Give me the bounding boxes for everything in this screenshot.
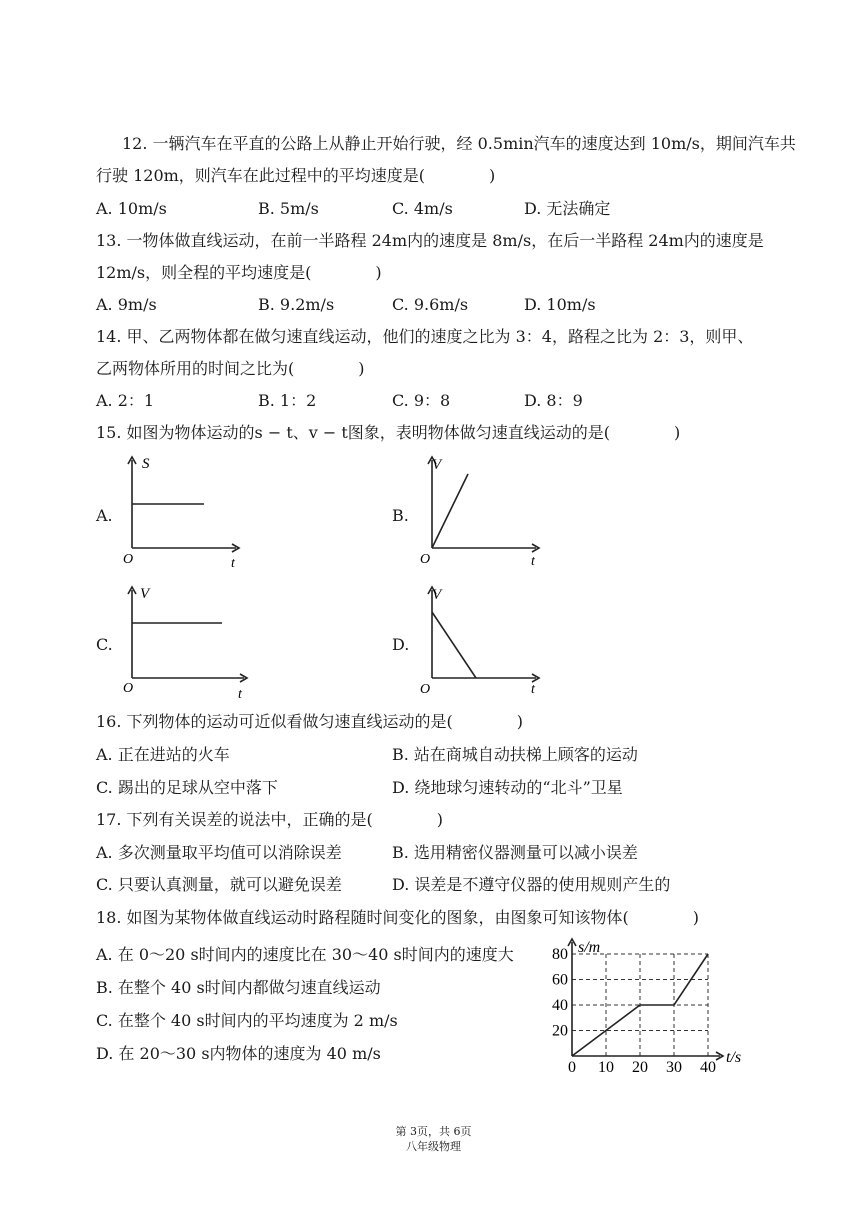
q12-option-d: D. 无法确定	[524, 199, 611, 218]
y-tick-label: 40	[552, 997, 568, 1014]
q15-graph-a-label: A.	[96, 506, 113, 525]
footer-page: 第 3页，共 6页	[395, 1125, 472, 1138]
q13-option-b: B. 9.2m/s	[258, 295, 335, 314]
q15-graph-c	[118, 582, 258, 702]
graph-b-origin: O	[420, 552, 431, 567]
q17-option-c: C. 只要认真测量，就可以避免误差	[96, 875, 342, 894]
q18-chart	[538, 936, 768, 1076]
footer-subject: 八年级物理	[406, 1140, 461, 1153]
chart-xlabel: t/s	[726, 1049, 742, 1066]
q17-stem: 17. 下列有关误差的说法中，正确的是( )	[96, 810, 444, 829]
q18-stem: 18. 如图为某物体做直线运动时路程随时间变化的图象，由图象可知该物体( )	[96, 908, 700, 927]
q15-graph-a	[118, 452, 248, 572]
q13-line1: 13. 一物体做直线运动，在前一半路程 24m内的速度是 8m/s，在后一半路程 24m内的速度是	[96, 231, 764, 250]
q16-option-b: B. 站在商城自动扶梯上顾客的运动	[392, 745, 638, 764]
x-tick-label: 40	[700, 1059, 716, 1076]
q15-graph-c-label: C.	[96, 635, 113, 654]
q18-option-a: A. 在 0～20 s时间内的速度比在 30～40 s时间内的速度大	[96, 945, 514, 964]
y-tick-label: 60	[552, 971, 568, 989]
q14-option-d: D. 8：9	[524, 391, 583, 410]
graph-a-origin: O	[123, 552, 134, 567]
graph-b-x-label: t	[531, 554, 535, 569]
q17-option-b: B. 选用精密仪器测量可以减小误差	[392, 843, 638, 862]
q14-option-c: C. 9：8	[392, 391, 451, 410]
q15-graph-d	[418, 582, 548, 702]
graph-d-origin: O	[420, 682, 431, 697]
q18-option-d: D. 在 20～30 s内物体的速度为 40 m/s	[96, 1044, 381, 1063]
graph-a-x-label: t	[231, 556, 235, 571]
y-tick-label: 80	[552, 946, 568, 963]
x-tick-label: 30	[666, 1059, 682, 1076]
q17-option-d: D. 误差是不遵守仪器的使用规则产生的	[392, 875, 671, 894]
x-tick-label: 10	[598, 1059, 614, 1076]
q14-line2: 乙两物体所用的时间之比为( )	[96, 359, 365, 378]
q16-stem: 16. 下列物体的运动可近似看做匀速直线运动的是( )	[96, 712, 524, 731]
q16-option-a: A. 正在进站的火车	[96, 745, 230, 764]
q12-option-b: B. 5m/s	[258, 199, 319, 218]
q14-option-a: A. 2：1	[96, 391, 155, 410]
graph-c-origin: O	[123, 681, 134, 696]
graph-b-y-label: V	[432, 457, 442, 473]
q14-option-b: B. 1：2	[258, 391, 317, 410]
q15-graph-d-label: D.	[392, 635, 410, 654]
q16-option-d: D. 绕地球匀速转动的“北斗”卫星	[392, 778, 623, 797]
graph-d-x-label: t	[531, 682, 535, 697]
q16-option-c: C. 踢出的足球从空中落下	[96, 778, 278, 797]
q18-option-b: B. 在整个 40 s时间内都做匀速直线运动	[96, 978, 381, 997]
graph-c-x-label: t	[238, 687, 242, 702]
q13-option-c: C. 9.6m/s	[392, 295, 469, 314]
q12-line1: 12. 一辆汽车在平直的公路上从静止开始行驶，经 0.5min汽车的速度达到 10m/s，期间汽车共	[122, 134, 796, 153]
q15-graph-b-label: B.	[392, 506, 409, 525]
x-tick-label: 0	[568, 1059, 576, 1076]
q12-option-c: C. 4m/s	[392, 199, 453, 218]
graph-c-y-label: V	[140, 586, 150, 602]
q14-line1: 14. 甲、乙两物体都在做匀速直线运动，他们的速度之比为 3：4，路程之比为 2：3，则甲、	[96, 327, 754, 346]
q13-option-d: D. 10m/s	[524, 295, 596, 314]
q17-option-a: A. 多次测量取平均值可以消除误差	[96, 843, 342, 862]
graph-a-y-label: S	[142, 456, 150, 472]
q13-option-a: A. 9m/s	[96, 295, 157, 314]
x-tick-label: 20	[632, 1059, 648, 1076]
q15-graph-b	[418, 452, 548, 572]
q12-option-a: A. 10m/s	[96, 199, 167, 218]
q12-line2: 行驶 120m，则汽车在此过程中的平均速度是( )	[96, 166, 496, 185]
graph-d-y-label: V	[432, 587, 442, 603]
q13-line2: 12m/s，则全程的平均速度是( )	[96, 263, 382, 282]
q15-stem: 15. 如图为物体运动的s − t、v − t图象，表明物体做匀速直线运动的是( )	[96, 423, 681, 442]
q18-option-c: C. 在整个 40 s时间内的平均速度为 2 m/s	[96, 1011, 398, 1030]
y-tick-label: 20	[552, 1022, 568, 1040]
chart-ylabel: s/m	[578, 939, 601, 956]
